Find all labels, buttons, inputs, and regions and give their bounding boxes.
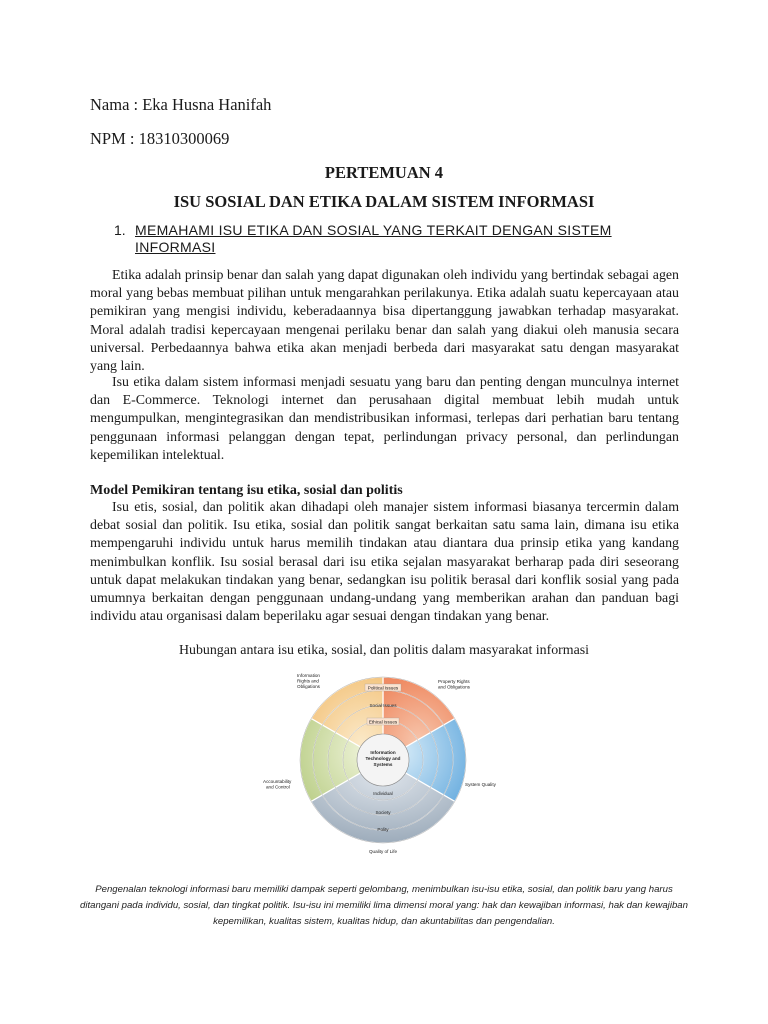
dim-info-rights-1: Information [297, 673, 320, 678]
ethics-wave-diagram [255, 668, 515, 858]
model-heading: Model Pemikiran tentang isu etika, sosial dan politis [90, 483, 403, 498]
center-label-3: Systems [373, 762, 393, 767]
dim-quality-of-life: Quality of Life [368, 849, 398, 854]
dim-property-2: and Obligations [438, 684, 470, 690]
dim-system-quality: System Quality [465, 782, 496, 787]
paragraph-model: Isu etis, sosial, dan politik akan dihadapi oleh manajer sistem informasi biasanya tercermin dalam debat sosial dan politik. Isu etika, sosial dan politik sangat berkaitan satu sama lain, dimana isu etika mempengaruhi individu untuk harus memilih tindakan atau diantara dua prinsip etika yang kandang menimbulkan konflik. Isu sosial berasal dari isu etika sejalan masyarakat berharap pada diri seseorang untuk dapat melakukan tindakan yang benar, sedangkan isu politik berasal dari konflik sosial yang pada umumnya berkaitan dengan penggunaan undang-undang yang memberikan arahan dan panduan bagi individu atau organisasi dalam beperilaku agar sesuai dengan tindakan yang benar. [90, 500, 679, 625]
figure-intro: Hubungan antara isu etika, sosial, dan politis dalam masyarakat informasi [178, 643, 590, 658]
dim-accountability-2: and Control [266, 784, 290, 790]
name-line: Nama : Eka Husna Hanifah [90, 95, 272, 114]
dim-info-rights-2: Rights and [297, 678, 319, 684]
document-title: ISU SOSIAL DAN ETIKA DALAM SISTEM INFORMASI [173, 192, 595, 211]
figure-caption: Pengenalan teknologi informasi baru memiliki dampak seperti gelombang, menimbulkan isu-isu etika, sosial, dan politik baru yang harus ditangani pada individu, sosial, dan tingkat politik. Isu-isu ini memiliki lima dimensi moral yang: hak dan kewajiban informasi, hak dan kewajiban kepemilikan, kualitas sistem, kualitas hidup, dan akuntabilitas dan pengendalian. [80, 884, 688, 927]
meeting-title: PERTEMUAN 4 [324, 163, 444, 182]
center-label-2: Technology and [365, 756, 401, 761]
paragraph-etika: Etika adalah prinsip benar dan salah yang dapat digunakan oleh individu yang bertindak sebagai agen moral yang bebas membuat pilihan untuk mengarahkan perilakunya. Etika adalah suatu kepercayaan atau pemikiran yang mengisi individu, keberadaannya bisa dipertanggung jawabkan terhadap masyarakat. Moral adalah tradisi kepercayaan mengenai perilaku benar dan salah yang diakui oleh manusia secara universal. Perbedaannya bahwa etika akan menjadi berbeda dari masyarakat satu dengan masyarakat yang lain. [90, 268, 679, 375]
paragraph-isu-etika: Isu etika dalam sistem informasi menjadi sesuatu yang baru dan penting dengan munculnya internet dan E-Commerce. Teknologi internet dan perusahaan digital membuat lebih mudah untuk mengumpulkan, mengintegrasikan dan mendistribusikan informasi, terlepas dari perhatian baru tentang penggunaan informasi pelanggan dengan tepat, perlindungan privacy personal, dan perlindungan kepemilikan intelektual. [90, 375, 679, 463]
section-number: 1. [114, 222, 126, 238]
npm-line: NPM : 18310300069 [90, 129, 230, 148]
ring-label-ethical: Ethical Issues [368, 719, 398, 725]
section-title: MEMAHAMI ISU ETIKA DAN SOSIAL YANG TERKAIT DENGAN SISTEM INFORMASI [135, 222, 612, 255]
dim-info-rights-3: Obligations [297, 684, 320, 689]
dim-property-1: Property Rights [438, 679, 470, 684]
ring-label-polity: Polity [377, 827, 389, 832]
ring-label-social: Social Issues [369, 703, 397, 708]
center-label-1: Information [370, 750, 396, 755]
ring-label-individual: Individual [373, 791, 393, 796]
ring-label-society: Society [375, 810, 391, 815]
ring-label-political: Political Issues [367, 685, 399, 691]
dim-accountability-1: Accountability [263, 779, 292, 784]
figure-diagram [255, 668, 515, 858]
